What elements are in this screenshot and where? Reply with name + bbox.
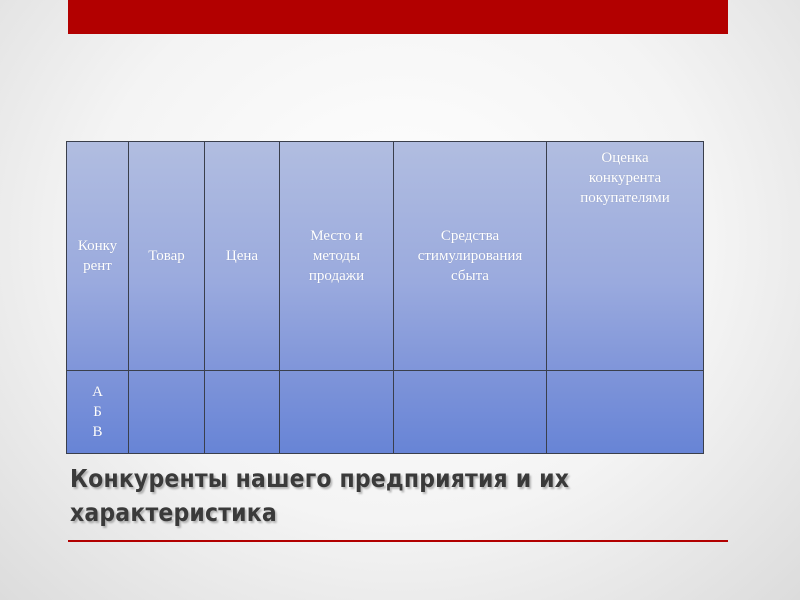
slide-title: Конкуренты нашего предприятия и их характеристика — [70, 464, 570, 527]
table-header-row — [67, 142, 704, 371]
competitors-table — [66, 141, 704, 454]
header-promotion: Средства стимулирования сбыта — [394, 142, 547, 371]
header-price: Цена — [205, 142, 280, 371]
header-product: Товар — [129, 142, 205, 371]
table-row — [67, 371, 704, 454]
customer-rating-cell — [547, 371, 704, 454]
header-place-methods: Место и методы продажи — [280, 142, 394, 371]
product-cell — [129, 371, 205, 454]
place-methods-cell — [280, 371, 394, 454]
header-customer-rating: Оценка конкурента покупателями — [547, 142, 704, 371]
top-accent-bar — [68, 0, 728, 34]
header-competitor: Конку рент — [67, 142, 129, 371]
price-cell — [205, 371, 280, 454]
promotion-cell — [394, 371, 547, 454]
title-underline — [68, 540, 728, 542]
competitor-list-cell: А Б В — [67, 371, 129, 454]
